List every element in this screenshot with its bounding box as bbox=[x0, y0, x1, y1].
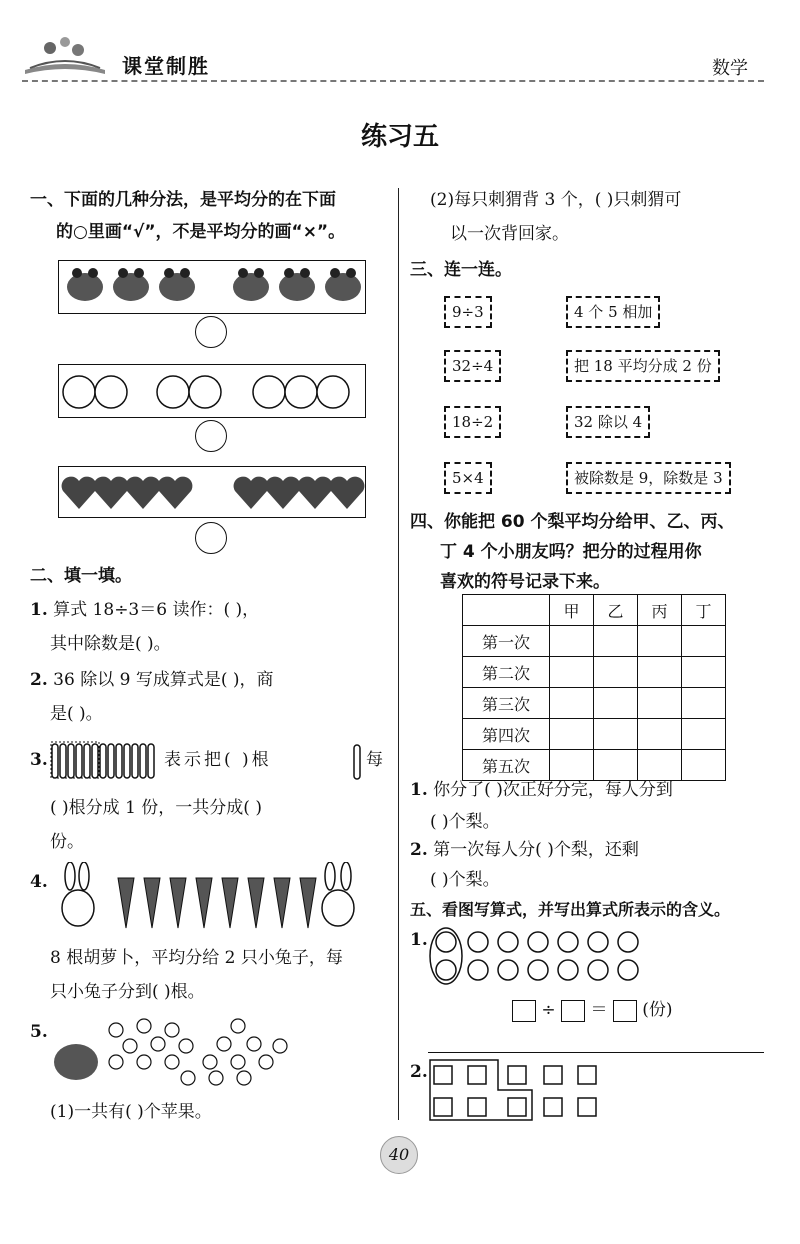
apple-icons bbox=[59, 365, 365, 417]
table-header-row bbox=[463, 595, 726, 626]
circles-grouping-picture bbox=[428, 926, 658, 986]
squares-grouping-picture bbox=[428, 1058, 608, 1122]
q2-1-line1 bbox=[30, 596, 259, 626]
frogs-picture-box bbox=[58, 260, 366, 314]
match-left-3[interactable]: 18÷2 bbox=[444, 406, 501, 438]
q5-2-number: 2. bbox=[410, 1062, 428, 1082]
q4-1-line1 bbox=[410, 776, 673, 806]
row-label: 第四次 bbox=[463, 719, 550, 750]
q2-3-text: 表示把( )根 bbox=[164, 750, 272, 770]
section-1-heading-line2: 的○里画“√”，不是平均分的画“×”。 bbox=[56, 222, 346, 242]
q2-2-line1 bbox=[30, 666, 273, 696]
row-label: 第三次 bbox=[463, 688, 550, 719]
q4-2-line1 bbox=[410, 836, 639, 866]
table-row bbox=[463, 657, 726, 688]
q2-2-text: 36 除以 9 写成算式是( )，商 bbox=[53, 670, 274, 690]
match-right-1[interactable]: 4 个 5 相加 bbox=[566, 296, 660, 328]
q2-5-number: 5. bbox=[30, 1022, 48, 1042]
q2-1-text: 算式 18÷3＝6 读作：( )， bbox=[53, 600, 260, 620]
q2-5-part2-line1: (2)每只刺猬背 3 个，( )只刺猬可 bbox=[430, 190, 682, 210]
match-left-2[interactable]: 32÷4 bbox=[444, 350, 501, 382]
divide-sign: ÷ bbox=[541, 1000, 556, 1020]
q2-3-text-each: 每 bbox=[366, 750, 383, 770]
blank-box[interactable] bbox=[561, 1000, 585, 1022]
distribution-table bbox=[462, 594, 726, 781]
col-header: 丁 bbox=[682, 595, 726, 626]
match-left-1[interactable]: 9÷3 bbox=[444, 296, 492, 328]
col-header: 乙 bbox=[594, 595, 638, 626]
answer-circle-1[interactable] bbox=[195, 316, 227, 348]
q2-5-part1: (1)一共有( )个苹果。 bbox=[50, 1102, 212, 1122]
single-stick-icon bbox=[352, 744, 362, 780]
q4-1-number: 1. bbox=[410, 780, 428, 800]
page-title: 练习五 bbox=[360, 122, 439, 152]
unit-label: (份) bbox=[642, 1000, 673, 1020]
match-right-2[interactable]: 把 18 平均分成 2 份 bbox=[566, 350, 720, 382]
q4-2-number: 2. bbox=[410, 840, 428, 860]
column-divider bbox=[398, 188, 399, 1120]
match-right-3[interactable]: 32 除以 4 bbox=[566, 406, 650, 438]
section-4-heading-line3: 喜欢的符号记录下来。 bbox=[440, 572, 610, 592]
answer-line bbox=[428, 1052, 764, 1053]
match-left-4[interactable]: 5×4 bbox=[444, 462, 492, 494]
page-number: 40 bbox=[380, 1136, 418, 1174]
q2-4-number: 4. bbox=[30, 872, 48, 892]
q2-3-line3: 份。 bbox=[50, 832, 84, 852]
section-1-heading: 一、下面的几种分法，是平均分的在下面 bbox=[30, 190, 336, 210]
q2-3-line2: ( )根分成 1 份，一共分成( ) bbox=[50, 798, 262, 818]
section-5-heading: 五、看图写算式，并写出算式所表示的含义。 bbox=[410, 900, 731, 919]
equals-sign: ＝ bbox=[590, 1000, 608, 1020]
q2-1-line2: 其中除数是( )。 bbox=[50, 634, 171, 654]
hedgehog-apples-picture bbox=[48, 1016, 308, 1088]
q2-5-part2-line2: 以一次背回家。 bbox=[450, 224, 569, 244]
heart-icons bbox=[59, 467, 365, 517]
q2-2-number: 2. bbox=[30, 670, 48, 690]
q2-4-line1: 8 根胡萝卜，平均分给 2 只小兔子，每 bbox=[50, 948, 343, 968]
row-label: 第一次 bbox=[463, 626, 550, 657]
q4-1-text: 你分了( )次正好分完，每人分到 bbox=[433, 780, 673, 800]
section-4-heading-line1: 四、你能把 60 个梨平均分给甲、乙、丙、 bbox=[410, 512, 735, 532]
q2-4-line2: 只小兔子分到( )根。 bbox=[50, 982, 205, 1002]
apples-picture-box bbox=[58, 364, 366, 418]
row-label: 第二次 bbox=[463, 657, 550, 688]
blank-box[interactable] bbox=[512, 1000, 536, 1022]
header-subject: 数学 bbox=[712, 58, 748, 79]
section-4-heading-line2: 丁 4 个小朋友吗？把分的过程用你 bbox=[440, 542, 702, 562]
row-label: 第五次 bbox=[463, 750, 550, 781]
q4-2-line2: ( )个梨。 bbox=[430, 870, 500, 890]
match-right-4[interactable]: 被除数是 9，除数是 3 bbox=[566, 462, 731, 494]
header-divider bbox=[22, 80, 764, 82]
answer-circle-2[interactable] bbox=[195, 420, 227, 452]
section-3-heading: 三、连一连。 bbox=[410, 260, 512, 280]
q4-2-text: 第一次每人分( )个梨，还剩 bbox=[433, 840, 639, 860]
rabbits-carrots-picture bbox=[48, 862, 368, 932]
q2-2-line2: 是( )。 bbox=[50, 704, 103, 724]
q5-1-equation bbox=[512, 996, 673, 1026]
section-2-heading: 二、填一填。 bbox=[30, 566, 132, 586]
q2-3-number: 3. bbox=[30, 750, 48, 770]
col-header: 甲 bbox=[550, 595, 594, 626]
answer-circle-3[interactable] bbox=[195, 522, 227, 554]
table-row bbox=[463, 626, 726, 657]
q2-1-number: 1. bbox=[30, 600, 48, 620]
book-logo-icon bbox=[20, 28, 110, 78]
hearts-picture-box bbox=[58, 466, 366, 518]
header-title: 课堂制胜 bbox=[122, 54, 210, 78]
frog-icons bbox=[59, 261, 365, 313]
blank-box[interactable] bbox=[613, 1000, 637, 1022]
sticks-bundle-icon bbox=[50, 740, 160, 780]
table-row bbox=[463, 719, 726, 750]
table-row bbox=[463, 688, 726, 719]
q4-1-line2: ( )个梨。 bbox=[430, 812, 500, 832]
q5-1-number: 1. bbox=[410, 930, 428, 950]
col-header: 丙 bbox=[638, 595, 682, 626]
